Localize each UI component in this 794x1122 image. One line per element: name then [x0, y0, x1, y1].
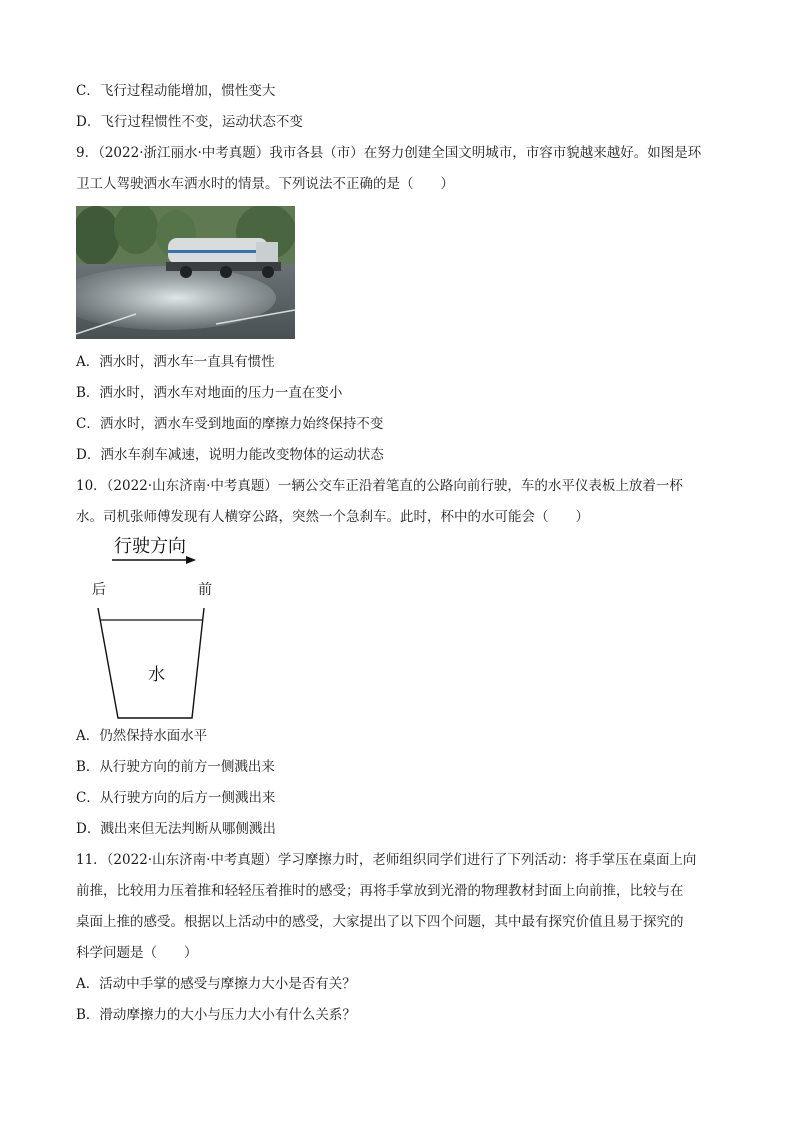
direction-label: 行驶方向 [114, 536, 186, 557]
q9-option-a: A．洒水时，洒水车一直具有惯性 [76, 354, 275, 370]
q9-stem-line1: 9．（2022·浙江丽水·中考真题）我市各县（市）在努力创建全国文明城市，市容市貌越来越好。如图是环 [76, 145, 702, 161]
q10-option-d: D．溅出来但无法判断从哪侧溅出 [76, 821, 276, 837]
q9-option-b: B．洒水时，洒水车对地面的压力一直在变小 [76, 385, 343, 401]
q9-option-d: D．洒水车刹车减速，说明力能改变物体的运动状态 [76, 447, 384, 463]
water-cup-diagram [86, 530, 236, 730]
back-label: 后 [92, 582, 106, 598]
q10-option-c: C．从行驶方向的后方一侧溅出来 [76, 790, 276, 806]
front-label: 前 [198, 582, 212, 598]
q10-option-a: A．仍然保持水面水平 [76, 728, 208, 744]
q11-stem-line1: 11．（2022·山东济南·中考真题）学习摩擦力时，老师组织同学们进行了下列活动：将手掌压在桌面上向 [76, 852, 697, 868]
q11-stem-line3: 桌面上推的感受。根据以上活动中的感受，大家提出了以下四个问题，其中最有探究价值且易于探究的 [76, 914, 684, 930]
q10-stem-line2: 水。司机张师傅发现有人横穿公路，突然一个急刹车。此时，杯中的水可能会（ ） [76, 509, 589, 525]
water-label: 水 [148, 665, 165, 685]
q11-option-b: B．滑动摩擦力的大小与压力大小有什么关系？ [76, 1007, 356, 1023]
q9-stem-line2: 卫工人驾驶洒水车洒水时的情景。下列说法不正确的是（ ） [76, 176, 454, 192]
q10-option-b: B．从行驶方向的前方一侧溅出来 [76, 759, 275, 775]
q10-stem-line1: 10．（2022·山东济南·中考真题）一辆公交车正沿着笔直的公路向前行驶，车的水平仪表板上放着一杯 [76, 478, 683, 494]
q11-option-a: A．活动中手掌的感受与摩擦力大小是否有关？ [76, 976, 356, 992]
q11-stem-line2: 前推，比较用力压着推和轻轻压着推时的感受；再将手掌放到光滑的物理教材封面上向前推，比较与在 [76, 883, 684, 899]
option-d-prev: D．飞行过程惯性不变，运动状态不变 [76, 114, 303, 130]
arrow-head [186, 556, 196, 564]
cup-outline [98, 608, 204, 718]
q9-option-c: C．洒水时，洒水车受到地面的摩擦力始终保持不变 [76, 416, 384, 432]
q11-stem-line4: 科学问题是（ ） [76, 945, 198, 961]
sprinkler-truck-photo [76, 206, 295, 339]
option-c-prev: C．飞行过程动能增加，惯性变大 [76, 83, 276, 99]
